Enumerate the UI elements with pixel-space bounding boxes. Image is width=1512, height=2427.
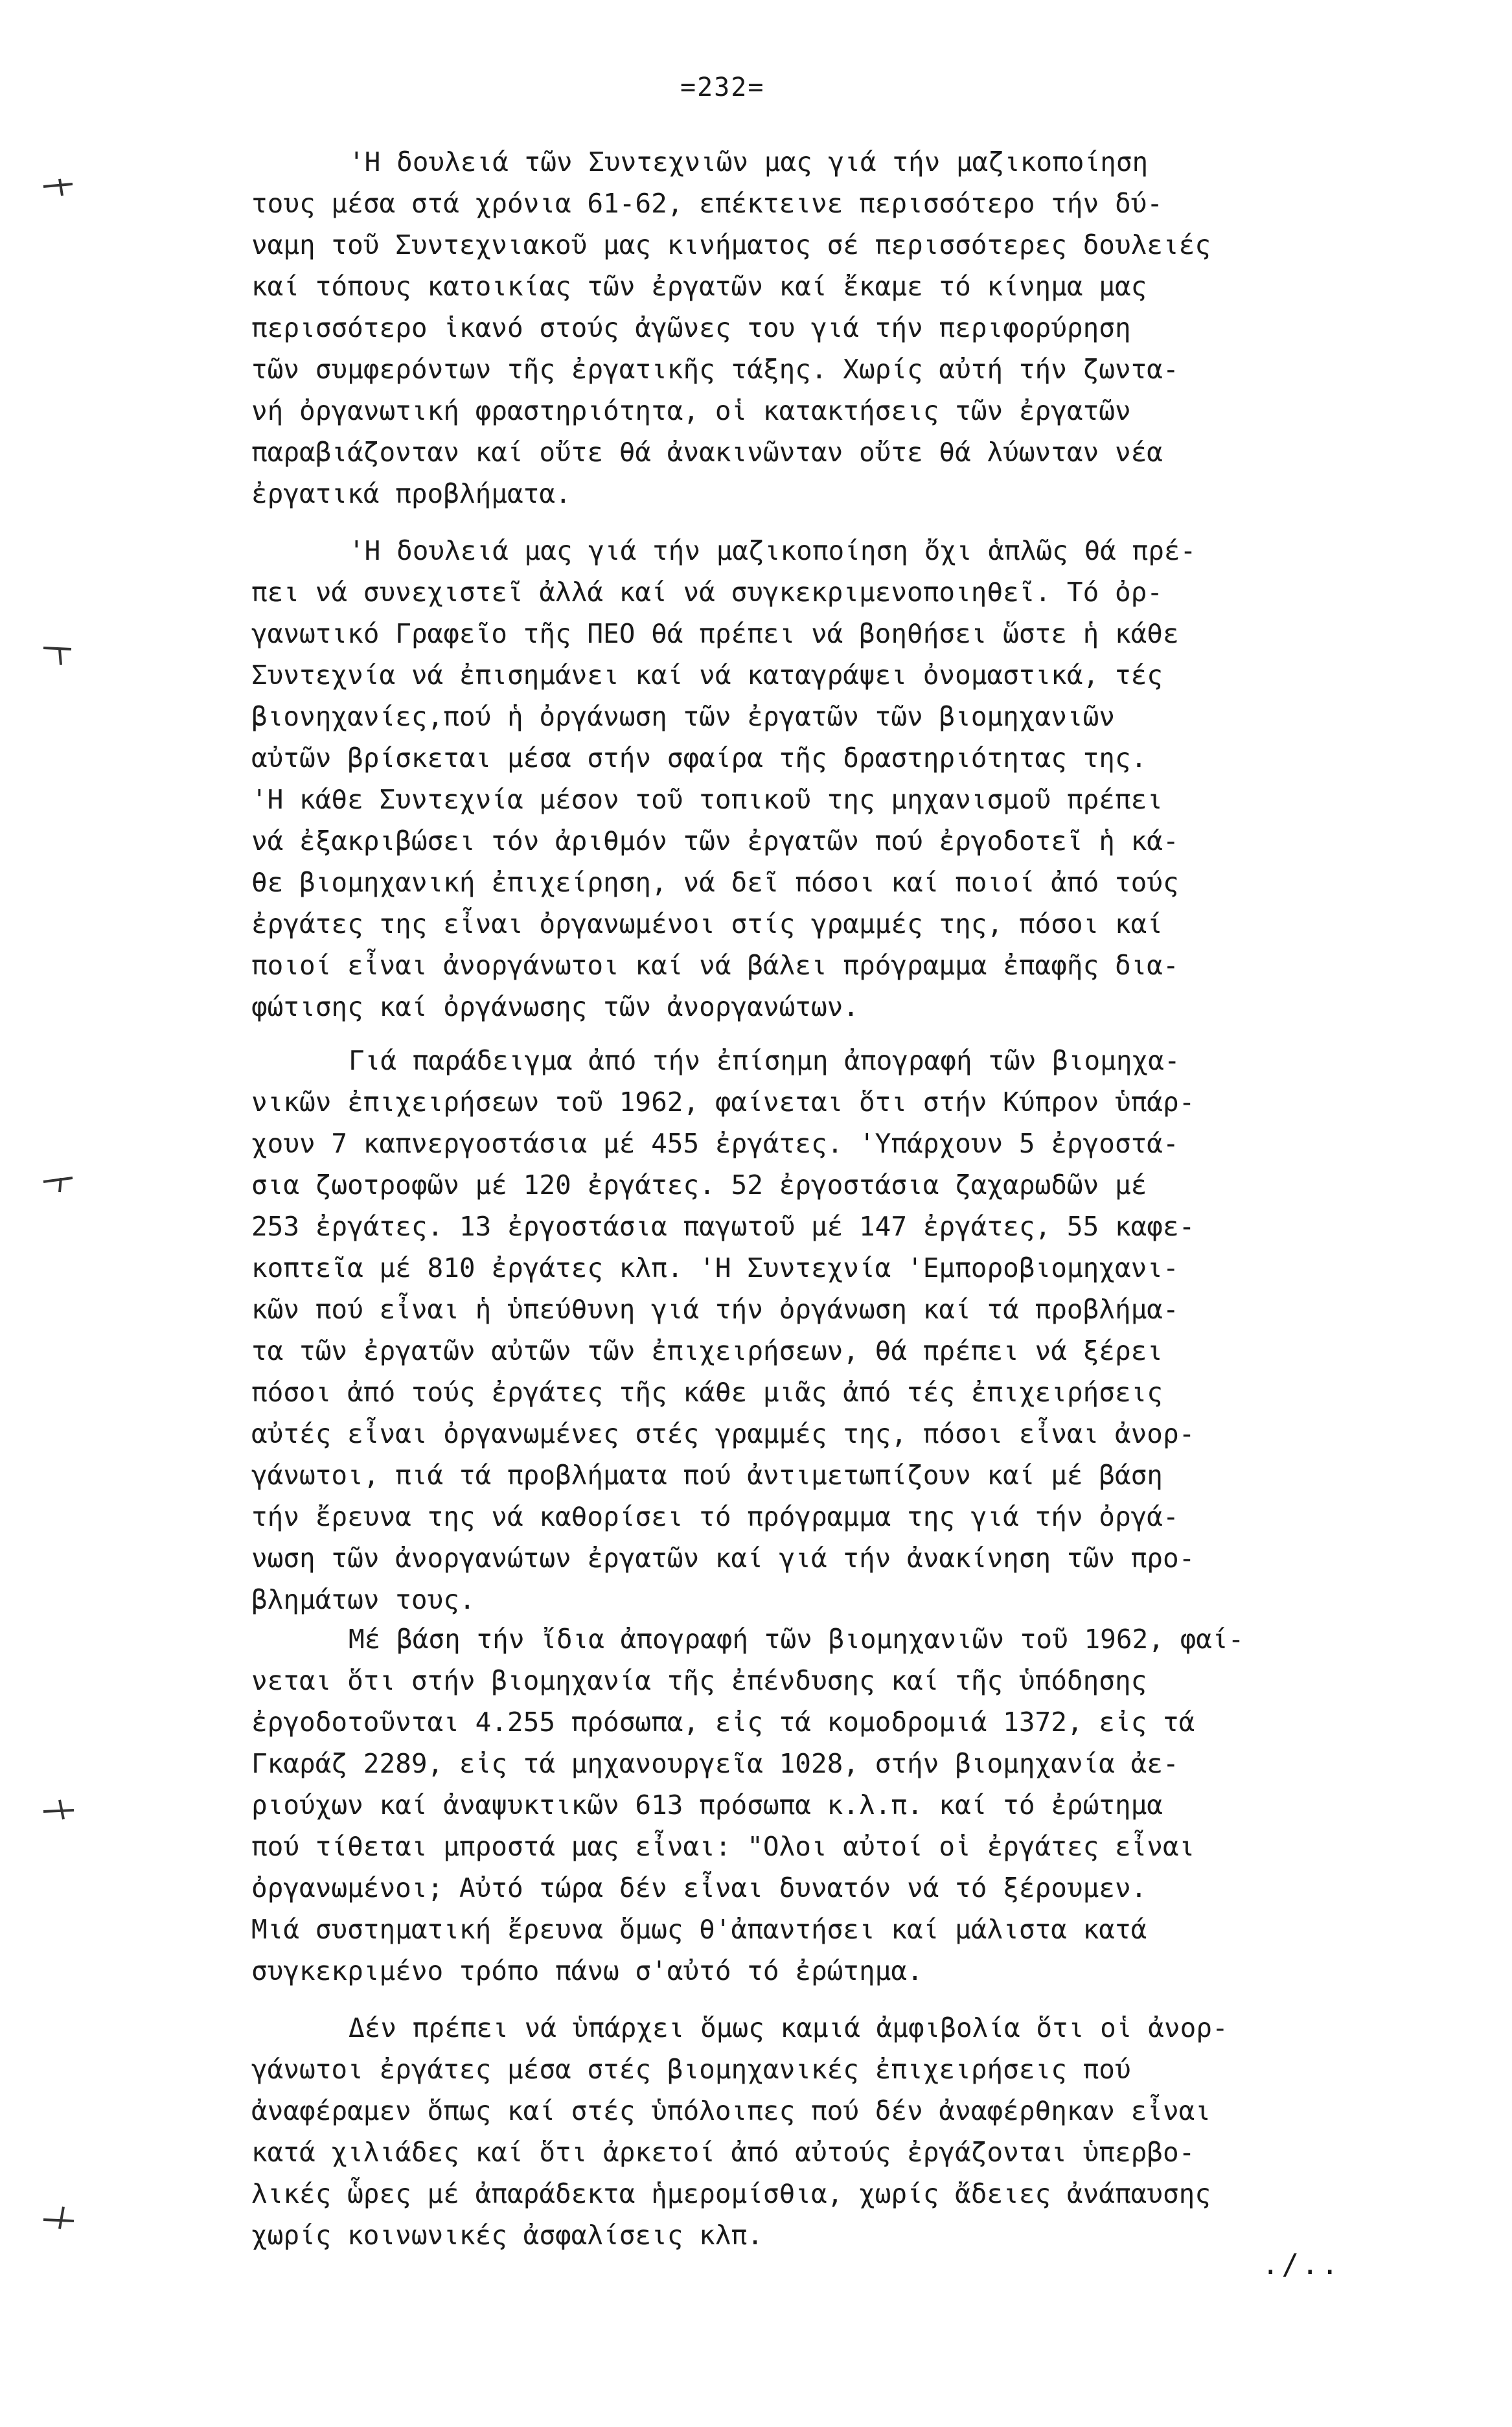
text-line: κῶν πού εἶναι ἡ ὑπεύθυνη γιά τήν ὀργάνωση καί τά προβλήμα- [251, 1294, 1179, 1325]
text-line: ἐργατικά προβλήματα. [251, 478, 571, 509]
text-line: βιονηχανίες,πού ἡ ὀργάνωση τῶν ἐργατῶν τῶν βιομηχανιῶν [251, 701, 1115, 732]
margin-mark-icon [40, 2204, 79, 2230]
text-line: 'Η δουλειά τῶν Συντεχνιῶν μας γιά τήν μαζικοποίηση [349, 146, 1149, 178]
text-line: Γιά παράδειγμα ἀπό τήν ἐπίσημη ἀπογραφή τῶν βιομηχα- [349, 1045, 1180, 1076]
text-line: Μιά συστηματική ἔρευνα ὅμως θ'ἀπαντήσει καί μάλιστα κατά [251, 1914, 1147, 1945]
text-line: Συντεχνία νά ἐπισημάνει καί νά καταγράψει ὀνομαστικά, τές [251, 660, 1163, 691]
text-line: τήν ἔρευνα της νά καθορίσει τό πρόγραμμα της γιά τήν ὀργά- [251, 1501, 1179, 1532]
text-line: συγκεκριμένο τρόπο πάνω σ'αὐτό τό ἐρώτημα. [251, 1955, 923, 1986]
text-line: πόσοι ἀπό τούς ἐργάτες τῆς κάθε μιᾶς ἀπό τές ἐπιχειρήσεις [251, 1377, 1163, 1408]
text-line: Δέν πρέπει νά ὑπάρχει ὅμως καμιά ἀμφιβολία ὅτι οἱ ἀνορ- [349, 2012, 1228, 2043]
text-line: νή ὀργανωτική φραστηριότητα, οἱ κατακτήσεις τῶν ἐργατῶν [251, 395, 1131, 426]
page-number: =232= [680, 73, 765, 102]
text-line: αὐτῶν βρίσκεται μέσα στήν σφαίρα τῆς δραστηριότητας της. [251, 742, 1147, 774]
text-line: ποιοί εἶναι ἀνοργάνωτοι καί νά βάλει πρόγραμμα ἐπαφῆς δια- [251, 950, 1179, 981]
text-line: παραβιάζονταν καί οὔτε θά ἀνακινῶνταν οὔτε θά λύωνταν νέα [251, 437, 1163, 468]
text-line: 253 ἐργάτες. 13 ἐργοστάσια παγωτοῦ μέ 147 ἐργάτες, 55 καφε- [251, 1211, 1195, 1242]
continuation-mark: ./.. [1262, 2248, 1341, 2281]
paragraph-1 [251, 141, 1443, 514]
text-line: χουν 7 καπνεργοστάσια μέ 455 ἐργάτες. 'Υπάρχουν 5 ἐργοστά- [251, 1128, 1179, 1159]
text-line: βλημάτων τους. [251, 1584, 475, 1615]
text-line: φώτισης καί ὀργάνωσης τῶν ἀνοργανώτων. [251, 991, 859, 1022]
text-line: ἀναφέραμεν ὅπως καί στές ὑπόλοιπες πού δέν ἀναφέρθηκαν εἶναι [251, 2095, 1211, 2126]
margin-mark-icon [40, 640, 79, 666]
text-line: γάνωτοι, πιά τά προβλήματα πού ἀντιμετωπίζουν καί μέ βάση [251, 1460, 1163, 1491]
text-line: θε βιομηχανική ἐπιχείρηση, νά δεῖ πόσοι καί ποιοί ἀπό τούς [251, 867, 1179, 898]
text-line: νεται ὅτι στήν βιομηχανία τῆς ἐπένδυσης καί τῆς ὑπόδησης [251, 1665, 1147, 1696]
text-line: τους μέσα στά χρόνια 61-62, επέκτεινε περισσότερο τήν δύ- [251, 188, 1163, 219]
text-line: ἐργάτες της εἶναι ὀργανωμένοι στίς γραμμές της, πόσοι καί [251, 908, 1163, 939]
text-line: γανωτικό Γραφεῖο τῆς ΠΕΟ θά πρέπει νά βοηθήσει ὥστε ἡ κάθε [251, 618, 1179, 649]
text-line: πού τίθεται μπροστά μας εἶναι: "Ολοι αὐτοί οἱ ἐργάτες εἶναι [251, 1831, 1195, 1862]
text-line: τῶν συμφερόντων τῆς ἐργατικῆς τάξης. Χωρίς αὐτή τήν ζωντα- [251, 354, 1179, 385]
text-line: σια ζωοτροφῶν μέ 120 ἐργάτες. 52 ἐργοστάσια ζαχαρωδῶν μέ [251, 1169, 1147, 1201]
text-line: περισσότερο ἱκανό στούς ἀγῶνες του γιά τήν περιφορύρηση [251, 312, 1131, 343]
text-line: 'Η δουλειά μας γιά τήν μαζικοποίηση ὄχι ἁπλῶς θά πρέ- [349, 535, 1197, 566]
text-line: Μέ βάση τήν ἴδια ἀπογραφή τῶν βιομηχανιῶν τοῦ 1962, φαί- [349, 1624, 1244, 1655]
text-line: νικῶν ἐπιχειρήσεων τοῦ 1962, φαίνεται ὅτι στήν Κύπρον ὑπάρ- [251, 1087, 1195, 1118]
text-line: χωρίς κοινωνικές ἀσφαλίσεις κλπ. [251, 2220, 763, 2251]
paragraph-5 [251, 2007, 1443, 2256]
text-line: τα τῶν ἐργατῶν αὐτῶν τῶν ἐπιχειρήσεων, θά πρέπει νά ξέρει [251, 1335, 1163, 1366]
text-line: ὀργανωμένοι; Αὐτό τώρα δέν εἶναι δυνατόν νά τό ξέρουμεν. [251, 1872, 1147, 1904]
text-line: αὐτές εἶναι ὀργανωμένες στές γραμμές της, πόσοι εἶναι ἀνορ- [251, 1418, 1195, 1449]
text-line: Γκαράζ 2289, εἰς τά μηχανουργεῖα 1028, στήν βιομηχανία ἀε- [251, 1748, 1179, 1779]
margin-mark-icon [40, 1167, 79, 1193]
text-line: γάνωτοι ἐργάτες μέσα στές βιομηχανικές ἐπιχειρήσεις πού [251, 2054, 1131, 2085]
text-line: καί τόπους κατοικίας τῶν ἐργατῶν καί ἔκαμε τό κίνημα μας [251, 271, 1147, 302]
text-line: ριούχων καί ἀναψυκτικῶν 613 πρόσωπα κ.λ.π. καί τό ἐρώτημα [251, 1789, 1163, 1821]
text-line: νωση τῶν ἀνοργανώτων ἐργατῶν καί γιά τήν ἀνακίνηση τῶν προ- [251, 1543, 1195, 1574]
paragraph-3 [251, 1040, 1443, 1620]
text-line: κοπτεῖα μέ 810 ἐργάτες κλπ. 'Η Συντεχνία 'Εμποροβιομηχανι- [251, 1252, 1179, 1283]
margin-mark-icon [40, 1796, 79, 1822]
text-line: ναμη τοῦ Συντεχνιακοῦ μας κινήματος σέ περισσότερες δουλειές [251, 229, 1211, 260]
paragraph-4 [251, 1618, 1443, 1992]
margin-mark-icon [40, 174, 79, 200]
text-line: κατά χιλιάδες καί ὅτι ἀρκετοί ἀπό αὐτούς ἐργάζονται ὑπερβο- [251, 2137, 1195, 2168]
text-line: λικές ὧρες μέ ἀπαράδεκτα ἡμερομίσθια, χωρίς ἄδειες ἀνάπαυσης [251, 2178, 1211, 2209]
text-line: νά ἐξακριβώσει τόν ἀριθμόν τῶν ἐργατῶν πού ἐργοδοτεῖ ἡ κά- [251, 825, 1179, 857]
text-line: 'Η κάθε Συντεχνία μέσον τοῦ τοπικοῦ της μηχανισμοῦ πρέπει [251, 784, 1163, 815]
text-line: ἐργοδοτοῦνται 4.255 πρόσωπα, εἰς τά κομοδρομιά 1372, εἰς τά [251, 1707, 1195, 1738]
text-line: πει νά συνεχιστεῖ ἀλλά καί νά συγκεκριμενοποιηθεῖ. Τό ὀρ- [251, 577, 1163, 608]
paragraph-2 [251, 530, 1443, 1028]
